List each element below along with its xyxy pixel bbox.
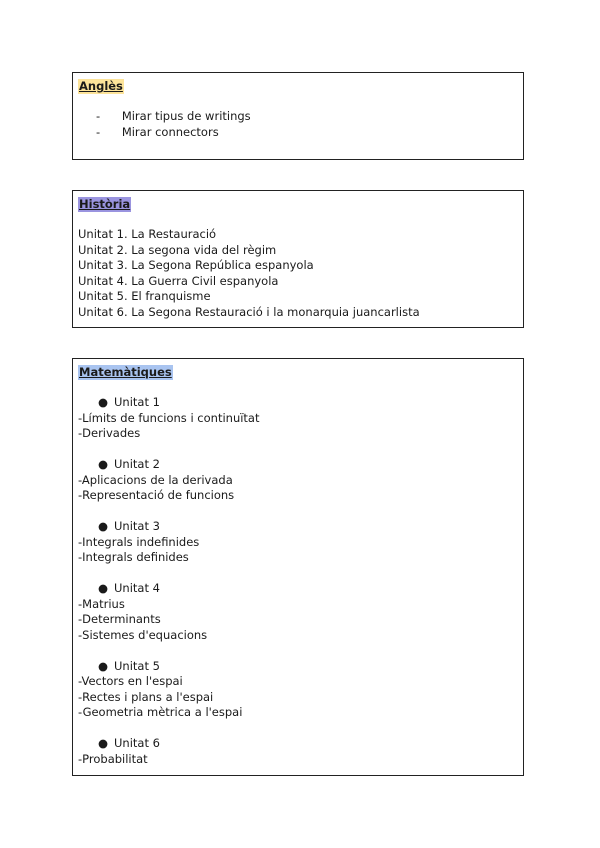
list-item: -Integrals indefinides	[78, 534, 200, 549]
list-item: -Integrals definides	[78, 550, 189, 564]
bullet-icon: ●	[98, 395, 109, 409]
unit-title: ● Unitat 4	[98, 581, 160, 595]
list-item: - Mirar tipus de writings	[96, 109, 251, 123]
bullet-icon: ●	[98, 658, 109, 673]
list-item: Unitat 5. El franquisme	[78, 289, 211, 303]
list-item: Unitat 4. La Guerra Civil espanyola	[78, 273, 279, 288]
list-item: -Geometria mètrica a l'espai	[78, 705, 243, 719]
list-item: Unitat 3. La Segona República espanyola	[78, 258, 314, 272]
list-item: -Representació de funcions	[78, 488, 235, 502]
list-item: -Vectors en l'espai	[78, 674, 183, 688]
list-item: Unitat 6. La Segona Restauració i la monarquia juancarlista	[78, 304, 420, 319]
list-item: Unitat 1. La Restauració	[78, 227, 217, 241]
unit-title: ● Unitat 3	[98, 519, 160, 533]
bullet-icon: ●	[98, 581, 109, 595]
list-item: Unitat 2. La segona vida del règim	[78, 242, 277, 257]
list-item: -Determinants	[78, 612, 161, 626]
list-item: -Derivades	[78, 426, 141, 440]
list-item-text: Mirar tipus de writings	[121, 109, 251, 123]
angles-section	[72, 72, 524, 160]
historia-section	[72, 190, 524, 328]
unit-title: ● Unitat 1	[98, 395, 160, 409]
list-item: -Probabilitat	[78, 751, 148, 766]
historia-heading: Història	[79, 197, 131, 211]
bullet-icon: ●	[98, 736, 109, 750]
list-item: -Límits de funcions i continuïtat	[78, 410, 260, 425]
matematiques-section	[72, 358, 524, 776]
list-item: -Aplicacions de la derivada	[78, 472, 233, 487]
list-item: -Matrius	[78, 596, 125, 611]
unit-title: ● Unitat 2	[98, 457, 160, 471]
unit-title: ● Unitat 5	[98, 658, 160, 673]
angles-heading: Anglès	[79, 79, 123, 93]
bullet-icon: ●	[98, 457, 109, 471]
list-item: -Rectes i plans a l'espai	[78, 689, 214, 704]
unit-title: ● Unitat 6	[98, 736, 160, 750]
list-item-text: Mirar connectors	[121, 125, 219, 139]
list-item: -Sistemes d'equacions	[78, 627, 208, 642]
matematiques-heading: Matemàtiques	[79, 365, 172, 379]
bullet-icon: ●	[98, 519, 109, 533]
list-item: - Mirar connectors	[96, 125, 219, 139]
